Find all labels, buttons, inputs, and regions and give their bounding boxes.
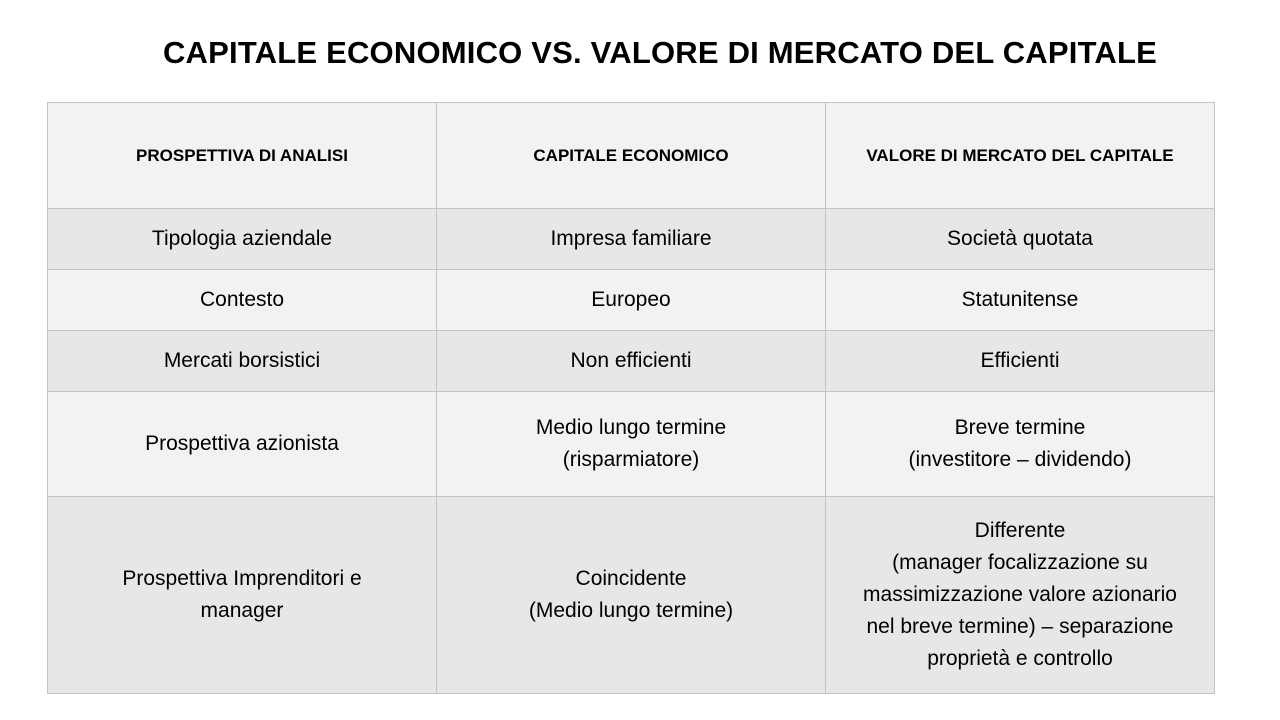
cell-text-line: Medio lungo termine: [535, 416, 727, 439]
cell-perspective: [48, 270, 437, 331]
comparison-table: [47, 102, 1215, 694]
table-row: [48, 497, 1215, 694]
cell-text-line: Società quotata: [947, 227, 1093, 250]
cell-text-line: nel breve termine) – separazione: [866, 615, 1174, 638]
slide-title: CAPITALE ECONOMICO VS. VALORE DI MERCATO DEL CAPITALE: [162, 35, 1158, 70]
cell-economic-capital: [437, 209, 826, 270]
cell-text-line: Mercati borsistici: [163, 349, 321, 372]
cell-text-line: Efficienti: [980, 349, 1060, 372]
header-perspective: PROSPETTIVA DI ANALISI: [48, 103, 437, 209]
header-market-value: VALORE DI MERCATO DEL CAPITALE: [826, 103, 1215, 209]
cell-economic-capital: [437, 497, 826, 694]
cell-market-value: [826, 209, 1215, 270]
cell-text-line: Impresa familiare: [550, 227, 712, 250]
cell-text-line: manager: [200, 599, 284, 622]
cell-text-line: Differente: [974, 519, 1066, 542]
table-header-row: [48, 103, 1215, 209]
cell-text-line: Contesto: [199, 288, 285, 311]
cell-text-line: Europeo: [591, 288, 671, 311]
cell-text-line: Non efficienti: [570, 349, 692, 372]
cell-text-line: Prospettiva Imprenditori e: [122, 567, 362, 590]
cell-text-line: (manager focalizzazione su: [892, 551, 1148, 574]
cell-text-line: Breve termine: [954, 416, 1086, 439]
header-economic-capital: CAPITALE ECONOMICO: [437, 103, 826, 209]
cell-text-line: proprietà e controllo: [927, 647, 1113, 670]
cell-market-value: [826, 497, 1215, 694]
cell-text-line: Coincidente: [575, 567, 687, 590]
cell-perspective: [48, 331, 437, 392]
cell-text-line: Statunitense: [961, 288, 1079, 311]
cell-text-line: (risparmiatore): [562, 448, 700, 471]
cell-market-value: [826, 331, 1215, 392]
table-row: [48, 331, 1215, 392]
cell-perspective: [48, 209, 437, 270]
cell-economic-capital: [437, 392, 826, 497]
cell-text-line: (investitore – dividendo): [908, 448, 1132, 471]
cell-economic-capital: [437, 270, 826, 331]
cell-market-value: [826, 270, 1215, 331]
cell-text-line: (Medio lungo termine): [528, 599, 734, 622]
cell-text-line: Prospettiva azionista: [145, 432, 339, 455]
table-row: [48, 392, 1215, 497]
cell-perspective: [48, 497, 437, 694]
cell-perspective: [48, 392, 437, 497]
table-row: [48, 209, 1215, 270]
cell-market-value: [826, 392, 1215, 497]
cell-text-line: Tipologia aziendale: [151, 227, 333, 250]
table-row: [48, 270, 1215, 331]
cell-text-line: massimizzazione valore azionario: [863, 583, 1177, 606]
cell-economic-capital: [437, 331, 826, 392]
